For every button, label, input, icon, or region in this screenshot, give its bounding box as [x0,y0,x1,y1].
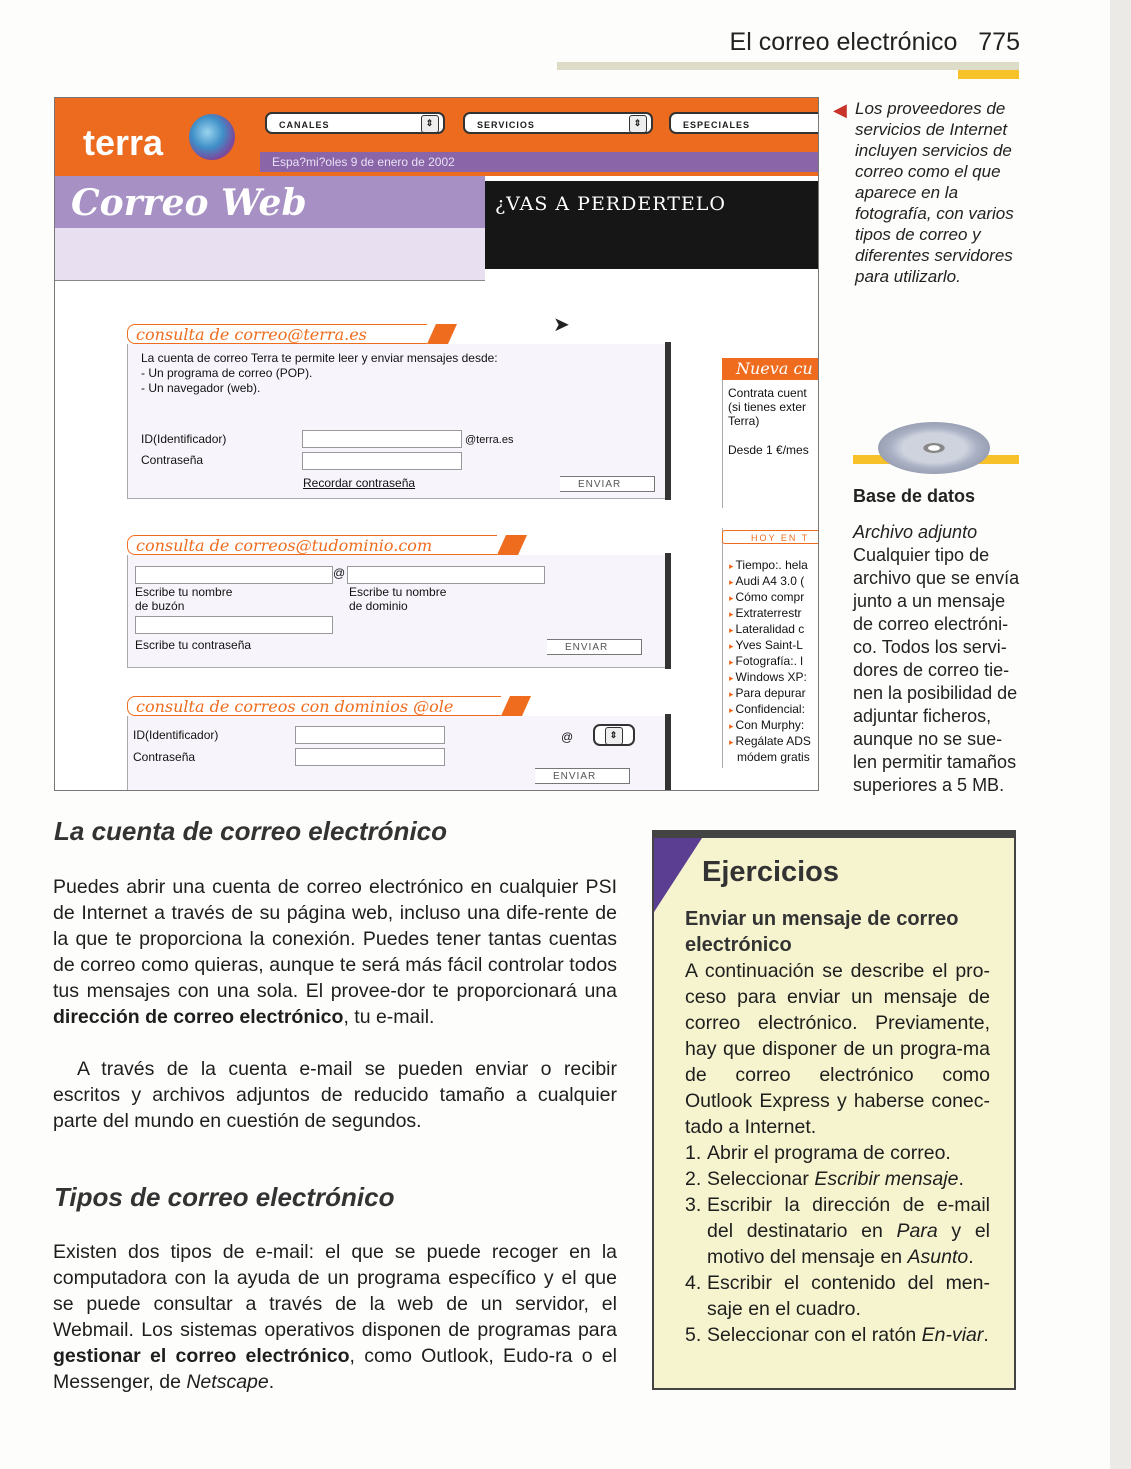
send-button[interactable]: ENVIAR [535,768,630,784]
nueva-cuenta-tab: Nueva cu [722,358,818,380]
id-input[interactable] [302,430,462,448]
domain-label: Escribe tu nombre [349,585,447,599]
step-item: 3. Escribir la dirección de e-mail del destinatario en Para y el motivo del mensaje en Asunto. [685,1194,990,1268]
box1-text: - Un programa de correo (POP). [141,366,313,380]
password-input[interactable] [295,748,445,766]
mailbox-input[interactable] [135,566,333,584]
news-link[interactable]: ▸ Fotografía:. l [729,654,803,668]
promo-banner[interactable]: ¿VAS A PERDERTELO [485,181,818,269]
exercises-title: Ejercicios [702,856,840,888]
at-sign: @ [333,566,346,580]
step-item: 2. Seleccionar Escribir mensaje. [685,1168,964,1190]
send-button[interactable]: ENVIAR [547,639,642,655]
page-number: 775 [978,28,1020,56]
password-input[interactable] [302,452,462,470]
news-link[interactable]: ▸ Audi A4 3.0 ( [729,574,804,588]
box2-shadow [665,553,671,669]
especiales-select[interactable]: ESPECIALES [669,112,819,134]
figure-caption: Los proveedores de servicios de Internet incluyen servicios de correo como el que aparece en la fotografía, con varios tipos de correo y diferentes servidores para utilizarlo. [855,99,1014,286]
domain-label: de dominio [349,599,408,613]
database-term: Archivo adjunto [853,522,978,542]
step-item: 5. Seleccionar con el ratón En-viar. [685,1324,989,1346]
id-input[interactable] [295,726,445,744]
news-link[interactable]: ▸ Con Murphy: [729,718,804,732]
mailbox-label: de buzón [135,599,185,613]
domain-select[interactable] [593,724,635,746]
exercises-steps [685,1140,990,1348]
body-paragraph: Existen dos tipos de e-mail: el que se puede recoger en la computadora con la ayuda de un programa específico y el que se puede consultar a través de la web de un servidor, el Webmail. Los sistemas operativos disponen de programas para gestionar el correo electrónico, como Outlook, Eudo-ra o el Messenger, de Netscape. [53,1241,617,1393]
running-header [600,28,1020,57]
database-title: Base de datos [853,486,976,506]
body-paragraph: A través de la cuenta e-mail se pueden enviar o recibir escritos y archivos adjuntos de reducido tamaño a cualquier parte del mundo en cuestión de segundos. [53,1058,617,1132]
caption-arrow-icon: ◀ [833,100,847,120]
exercises-intro: A continuación se describe el pro-ceso para enviar un mensaje de correo electrónico. Previamente, hay que disponer de un progra-ma de correo electrónico como Outlook Express y haberse conec-tado a Internet. [685,960,990,1138]
password-label: Contraseña [133,750,196,764]
box1-text: La cuenta de correo Terra te permite leer y enviar mensajes desde: [141,351,498,365]
servicios-select[interactable]: SERVICIOS ⇕ [463,112,653,134]
header-accent [958,70,1019,79]
nueva-text: Contrata cuent [728,386,807,400]
canales-select[interactable]: CANALES ⇕ [265,112,445,134]
box3-shadow [665,714,671,791]
terra-logo[interactable]: terra [83,122,164,163]
news-link[interactable]: ▸ Cómo compr [729,590,804,604]
news-link[interactable]: ▸ Windows XP: [729,670,807,684]
id-label: ID(Identificador) [141,432,227,446]
select-arrow-icon: ⇕ [421,115,439,133]
id-label: ID(Identificador) [133,728,219,742]
news-link[interactable]: ▸ Yves Saint-L [729,638,803,652]
domain-label: @terra.es [465,434,514,446]
terra-logo-icon [189,114,235,160]
at-sign: @ [561,730,574,744]
header-title: El correo electrónico [729,28,958,56]
nueva-text: (si tienes exter [728,400,807,414]
hoy-tab: HOY EN T [722,530,818,544]
section-heading: Tipos de correo electrónico [54,1182,395,1212]
nueva-text: Desde 1 €/mes [728,443,809,457]
mailbox-label: Escribe tu nombre [135,585,233,599]
box2-tab: consulta de correos@tudominio.com [127,535,497,555]
box1-shadow [665,342,671,500]
password-label: Escribe tu contraseña [135,638,252,652]
news-link[interactable]: ▸ Tiempo:. hela [729,558,808,572]
select-arrow-icon: ⇕ [605,727,623,745]
domain-input[interactable] [347,566,545,584]
header-rule [557,62,1019,70]
exercises-subtitle: Enviar un mensaje de correo electrónico [685,908,959,956]
section-heading: La cuenta de correo electrónico [54,816,448,846]
step-item: 4. Escribir el contenido del men-saje en el cuadro. [685,1272,990,1320]
send-button[interactable]: ENVIAR [560,476,655,492]
exercises-top-bar [652,830,1016,838]
page-edge [1110,0,1131,1469]
step-item: 1. Abrir el programa de correo. [685,1142,951,1164]
mailbox-password-input[interactable] [135,616,333,634]
box3-tab: consulta de correos con dominios @ole [127,696,501,716]
select-arrow-icon: ⇕ [629,115,647,133]
box1-tab: consulta de correo@terra.es [127,324,427,344]
webmail-screenshot [54,97,819,791]
news-link[interactable]: ▸ Extraterrestr [729,606,802,620]
news-link[interactable]: ▸ Confidencial: [729,702,805,716]
nueva-text: Terra) [728,414,760,428]
database-definition: Cualquier tipo de archivo que se envía junto a un mensaje de correo electróni-co. Todos los servi-dores de correo tie-nen la posibilidad de adjuntar ficheros, aunque no se sue-len permitir tamaños superiores a 5 MB. [853,545,1020,795]
cd-disc-icon [878,422,990,474]
section-title: Correo Web [71,182,307,224]
news-link[interactable]: módem gratis [737,750,810,764]
remember-password-link[interactable]: Recordar contraseña [303,476,416,490]
mouse-cursor-icon: ➤ [553,314,570,336]
box1-text: - Un navegador (web). [141,381,261,395]
password-label: Contraseña [141,453,204,467]
news-link[interactable]: ▸ Regálate ADS [729,734,811,748]
date-strip: Espa?mi?oles 9 de enero de 2002 [260,152,818,172]
news-link[interactable]: ▸ Para depurar [729,686,806,700]
body-paragraph: Puedes abrir una cuenta de correo electrónico en cualquier PSI de Internet a través de su página web, incluso una dife-rente de la que te proporciona la conexión. Puedes tener tantas cuentas de correo como quieras, aunque te será más fácil controlar todos tus mensajes con una sola. El provee-dor te proporcionará una dirección de correo electrónico, tu e-mail. [53,876,617,1028]
banner-underlay [55,228,485,281]
news-link[interactable]: ▸ Lateralidad c [729,622,804,636]
